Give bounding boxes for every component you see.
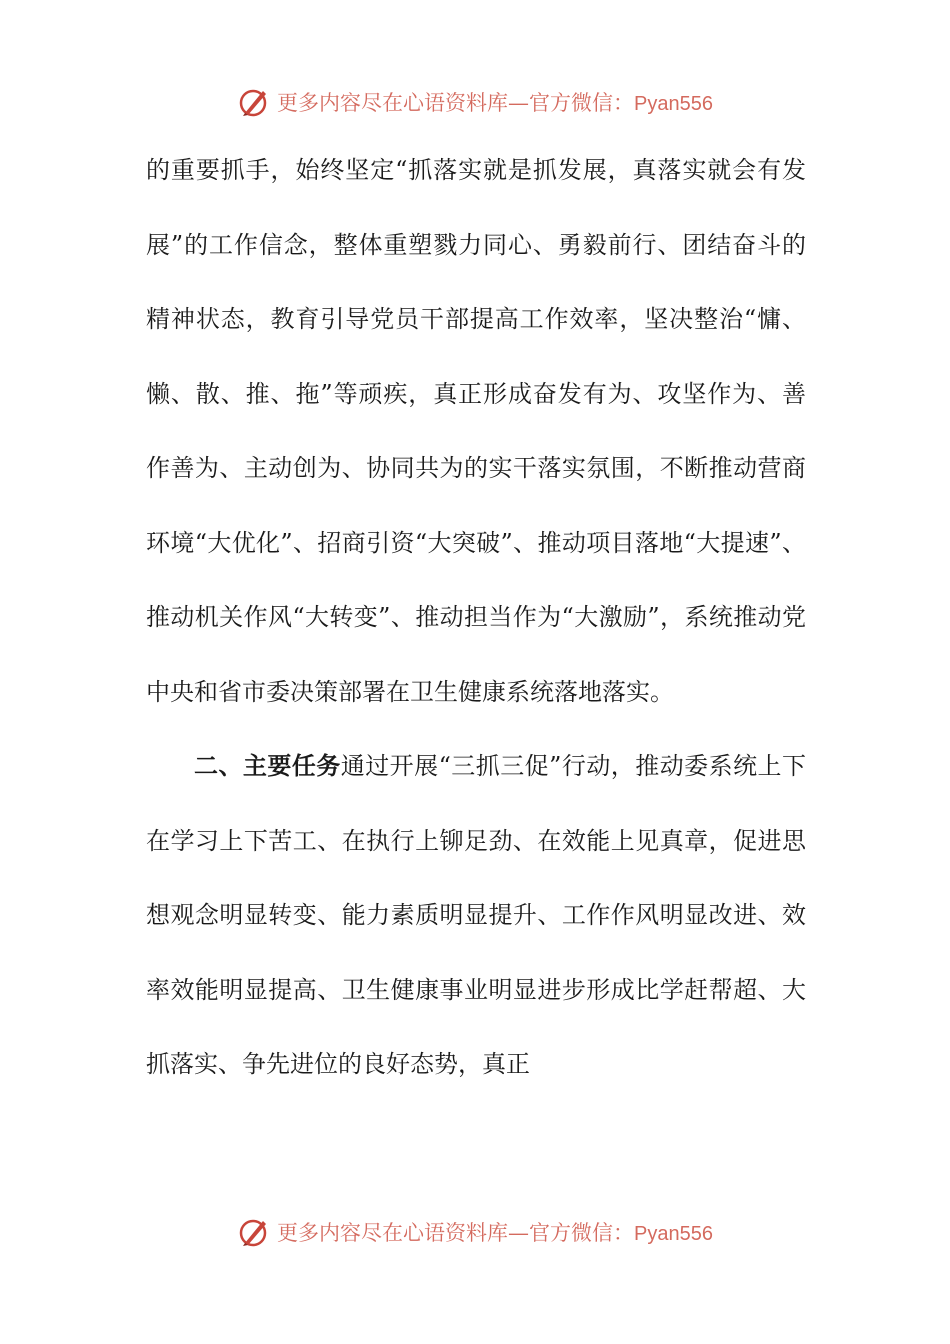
footer-banner: [0, 1212, 950, 1252]
paragraph-1-text: 的重要抓手，始终坚定“抓落实就是抓发展，真落实就会有发展”的工作信念，整体重塑戮力同心、勇毅前行、团结奋斗的精神状态，教育引导党员干部提高工作效率，坚决整治“慵、懒、散、推、拖”等顽疾，真正形成奋发有为、攻坚作为、善作善为、主动创为、协同共为的实干落实氛围，不断推动营商环境“大优化”、招商引资“大突破”、推动项目落地“大提速”、推动机关作风“大转变”、推动担当作为“大激励”，系统推动党中央和省市委决策部署在卫生健康系统落地落实。: [146, 156, 806, 706]
banner-text-cn: 更多内容尽在心语资料库—官方微信：: [277, 91, 635, 115]
document-body: [146, 133, 806, 1102]
paragraph-2: [146, 729, 806, 1102]
section-heading: 二、主要任务: [194, 751, 341, 780]
paragraph-1: [146, 133, 806, 729]
banner-wechat-id: Pyan556: [634, 1223, 713, 1245]
banner-text: [277, 87, 713, 117]
pen-logo-icon: [237, 85, 271, 119]
paragraph-2-text: 通过开展“三抓三促”行动，推动委系统上下在学习上下苦工、在执行上铆足劲、在效能上见真章，促进思想观念明显转变、能力素质明显提升、工作作风明显改进、效率效能明显提高、卫生健康事业明显进步形成比学赶帮超、大抓落实、争先进位的良好态势，真正: [146, 752, 806, 1078]
pen-logo-icon: [237, 1215, 271, 1249]
banner-wechat-id: Pyan556: [634, 93, 713, 115]
banner-text: [277, 1217, 713, 1247]
header-banner: [0, 82, 950, 122]
banner-text-cn: 更多内容尽在心语资料库—官方微信：: [277, 1221, 635, 1245]
